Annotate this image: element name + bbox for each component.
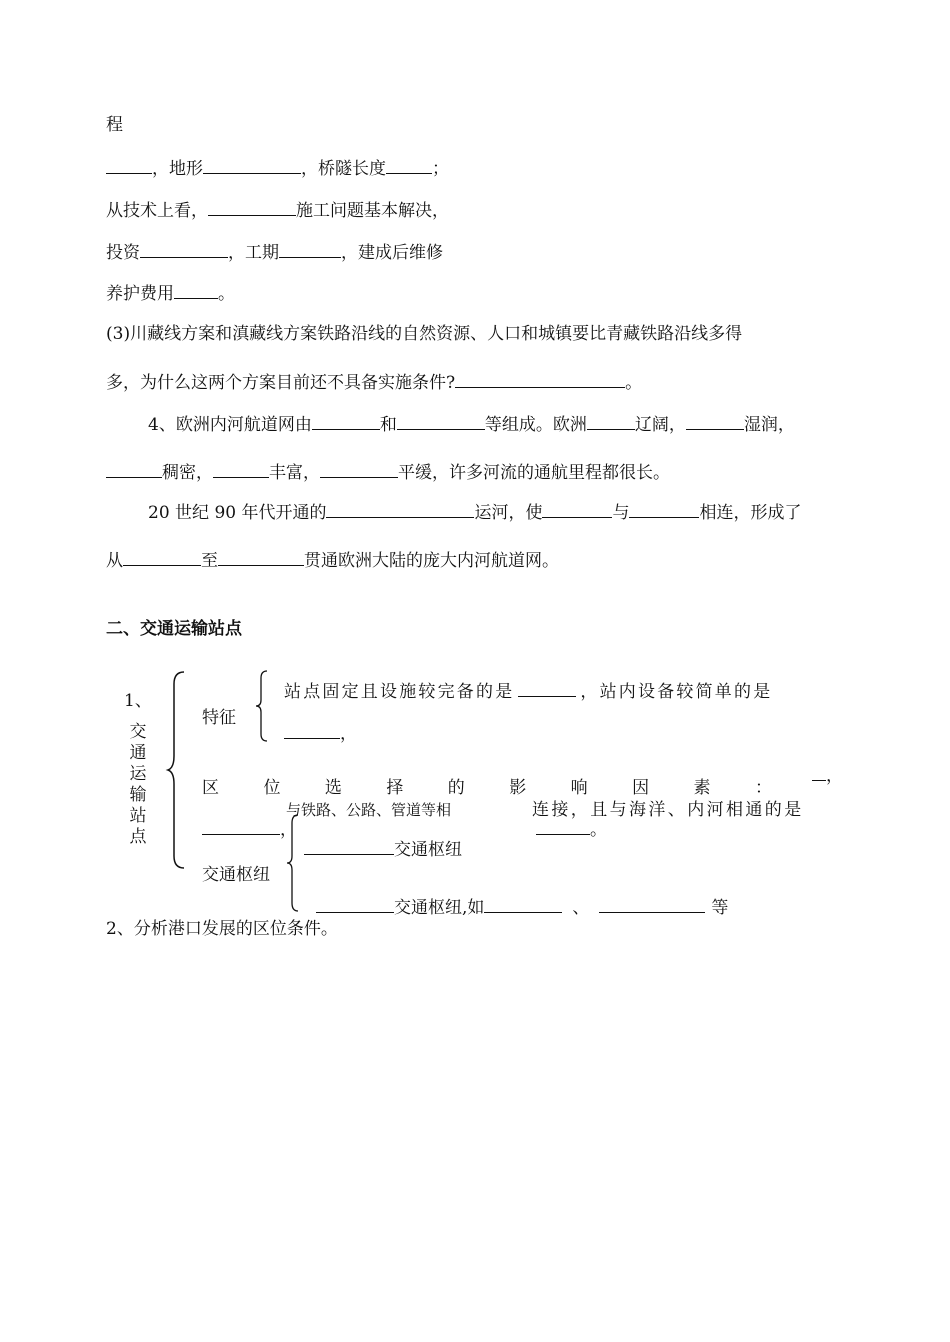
text-fragment: 施工问题基本解决， <box>296 201 449 221</box>
blank <box>536 818 590 835</box>
vertical-char: 运 <box>129 764 147 784</box>
text-fragment: 交通枢纽,如 <box>394 898 485 918</box>
vertical-char: 输 <box>129 785 147 805</box>
text-fragment: ，工期 <box>228 243 279 263</box>
blank <box>312 413 380 430</box>
location-tail <box>812 764 843 787</box>
text-fragment: 至 <box>201 551 218 571</box>
blank <box>284 722 340 739</box>
text-fragment: 。 <box>218 284 235 304</box>
location-char: 的 <box>447 778 465 798</box>
feature-line-2 <box>284 722 357 745</box>
item1-number: 1、 <box>124 691 152 711</box>
hub-brace <box>286 814 300 912</box>
text-fragment: ， <box>280 820 297 840</box>
text-line-3 <box>106 199 449 222</box>
blank <box>203 157 301 174</box>
hub-label: 交通枢纽 <box>202 865 270 885</box>
blank <box>686 413 744 430</box>
blank <box>174 282 218 299</box>
text-fragment: 、 <box>572 898 590 918</box>
text-line-9 <box>106 461 670 484</box>
location-char: 素 <box>693 778 711 798</box>
location-line-2a: 与铁路、公路、管道等相 <box>286 801 452 819</box>
text-line-4 <box>106 241 443 264</box>
text-fragment: 交通枢纽 <box>394 840 462 860</box>
text-line-1: 程 <box>106 115 123 135</box>
text-fragment: 相连，形成了 <box>699 503 802 523</box>
text-fragment: 。 <box>625 373 643 393</box>
text-line-2 <box>106 157 449 180</box>
text-fragment: 贯通欧洲大陆的庞大内河航道网。 <box>304 551 559 571</box>
vertical-char: 点 <box>129 827 147 847</box>
location-line-3-end <box>536 818 607 841</box>
text-fragment: 平缓，许多河流的通航里程都很长。 <box>398 463 670 483</box>
location-char: 择 <box>386 778 404 798</box>
blank <box>218 549 304 566</box>
location-char: ： <box>754 778 772 798</box>
location-line-2b: 连接，且与海洋、内河相通的是 <box>532 800 804 820</box>
text-fragment: 等组成。欧洲 <box>484 415 587 435</box>
text-fragment: 4、欧洲内河航道网由 <box>148 415 312 435</box>
hub-line-1 <box>304 838 462 861</box>
text-fragment: 湿润， <box>743 415 795 435</box>
blank <box>140 241 228 258</box>
blank <box>587 413 635 430</box>
text-fragment: 辽阔， <box>634 415 686 435</box>
text-fragment: 运河，使 <box>474 503 543 523</box>
location-line-3 <box>202 818 297 841</box>
location-char: 选 <box>324 778 342 798</box>
blank <box>320 461 398 478</box>
blank <box>812 764 826 781</box>
text-line-11 <box>106 549 559 572</box>
big-brace <box>166 670 186 870</box>
text-fragment: ，桥隧长度 <box>301 159 386 179</box>
blank <box>629 501 699 518</box>
blank <box>599 896 705 913</box>
blank <box>386 157 432 174</box>
blank <box>106 157 152 174</box>
location-factors <box>202 777 772 799</box>
section-heading: 二、交通运输站点 <box>106 619 242 639</box>
blank <box>304 838 394 855</box>
text-fragment: 稠密， <box>162 463 213 483</box>
text-line-8 <box>148 413 795 436</box>
blank <box>316 896 394 913</box>
item2: 2、分析港口发展的区位条件。 <box>106 919 338 939</box>
text-fragment: 等 <box>711 898 729 918</box>
feature-label: 特征 <box>202 708 236 728</box>
text-line-10 <box>148 501 801 524</box>
blank <box>326 501 474 518</box>
location-char: 影 <box>509 778 527 798</box>
blank <box>123 549 201 566</box>
text-fragment: 与 <box>612 503 630 523</box>
feature-line-1 <box>284 680 772 703</box>
blank <box>455 371 625 388</box>
vertical-char: 通 <box>129 743 147 763</box>
blank <box>202 818 280 835</box>
blank <box>542 501 612 518</box>
text-fragment: 站点固定且设施较完备的是 <box>284 682 515 702</box>
text-fragment: ； <box>432 159 449 179</box>
text-fragment: ， <box>340 724 357 744</box>
blank <box>213 461 269 478</box>
blank <box>397 413 485 430</box>
text-fragment: 从技术上看， <box>106 201 208 221</box>
text-fragment: 和 <box>379 415 397 435</box>
blank <box>279 241 341 258</box>
blank <box>484 896 562 913</box>
vertical-char: 站 <box>129 806 147 826</box>
text-line-6: (3)川藏线方案和滇藏线方案铁路沿线的自然资源、人口和城镇要比青藏铁路沿线多得 <box>106 324 743 344</box>
text-fragment: 从 <box>106 551 123 571</box>
location-char: 区 <box>202 778 219 798</box>
text-fragment: ， <box>826 766 843 786</box>
text-fragment: 20 世纪 90 年代开通的 <box>148 503 327 523</box>
text-fragment: 多，为什么这两个方案目前还不具备实施条件? <box>106 373 456 393</box>
text-fragment: 。 <box>590 820 607 840</box>
blank <box>518 680 576 697</box>
text-fragment: ，地形 <box>152 159 203 179</box>
blank <box>106 461 162 478</box>
text-line-5 <box>106 282 235 305</box>
location-char: 响 <box>570 778 588 798</box>
vertical-char: 交 <box>129 722 147 742</box>
text-fragment: 丰富， <box>269 463 320 483</box>
location-char: 位 <box>263 778 281 798</box>
text-fragment: 养护费用 <box>106 284 174 304</box>
text-fragment: 投资 <box>106 243 140 263</box>
text-fragment: ，站内设备较简单的是 <box>580 682 773 702</box>
location-char: 因 <box>632 778 650 798</box>
text-fragment: ，建成后维修 <box>341 243 443 263</box>
feature-brace <box>255 670 269 742</box>
hub-line-2 <box>316 896 728 919</box>
text-line-7 <box>106 371 642 394</box>
blank <box>208 199 296 216</box>
